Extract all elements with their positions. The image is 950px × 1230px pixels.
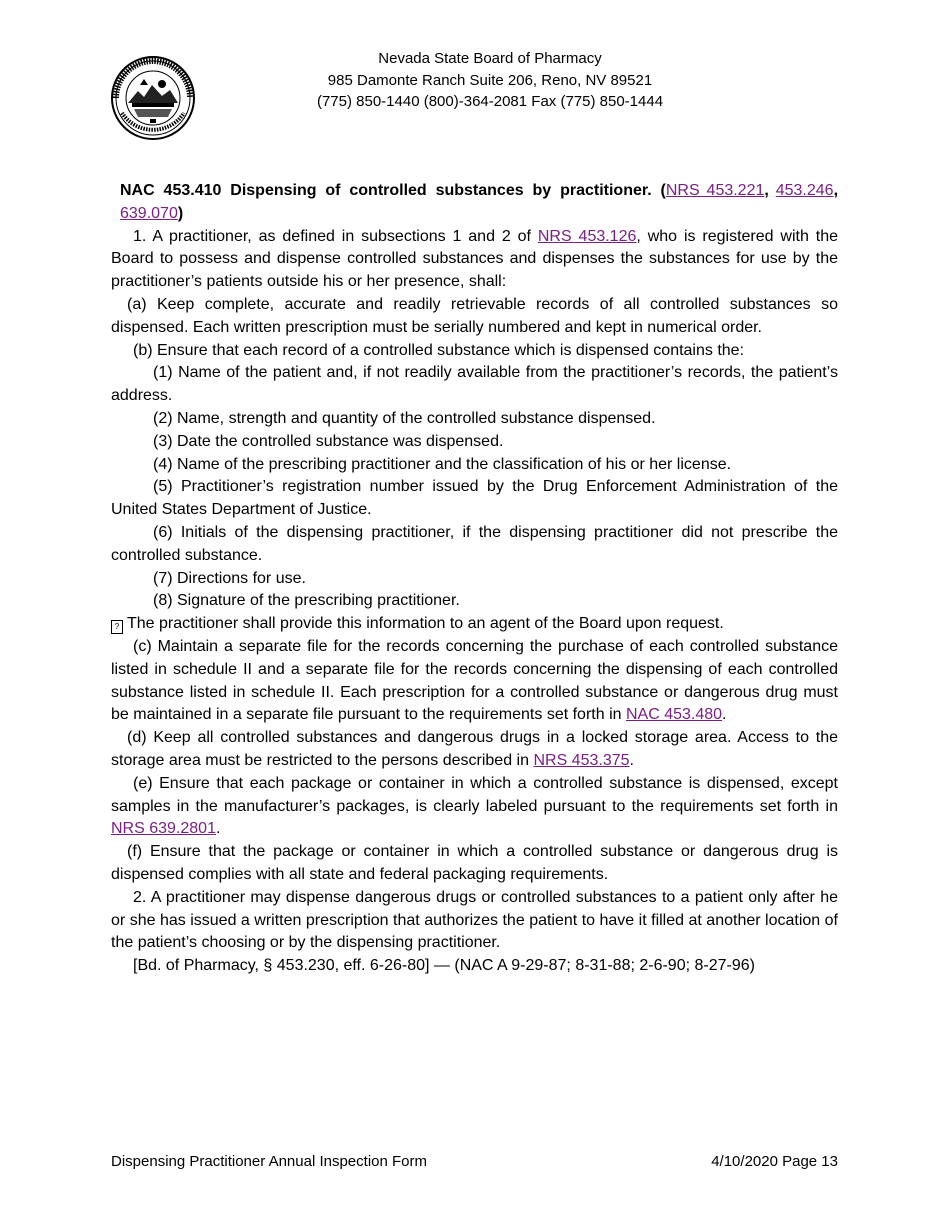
board-address: 985 Damonte Ranch Suite 206, Reno, NV 89521 [327, 71, 653, 89]
link-nrs-453-126[interactable]: NRS 453.126 [537, 227, 637, 245]
missing-glyph-icon: ? [111, 620, 123, 634]
board-phone: (775) 850-1440 (800)-364-2081 Fax (775) 850-1444 [316, 93, 664, 110]
paragraph-a: (a) Keep complete, accurate and readily retrievable records of all controlled substances so dispensed. Each written prescription must be serially numbered and kept in numerical order. [111, 295, 838, 336]
paragraph-c: (c) Maintain a separate file for the records concerning the purchase of each controlled substance listed in schedule II and a separate file for the records concerning the dispensing of each controlled substance listed in schedule II. Each prescription for a controlled substance or dangerous drug must be maintained in a separate file pursuant to the requirements set forth in NAC 453.480. [111, 637, 838, 724]
nevada-state-seal [110, 55, 196, 141]
subsection-1: 1. A practitioner, as defined in subsections 1 and 2 of NRS 453.126, who is registered with the Board to possess and dispense controlled substances and dispenses the substances for use by the practitioner’s patients outside his or her presence, shall: [111, 227, 839, 291]
footer-form-name: Dispensing Practitioner Annual Inspection Form [111, 1153, 427, 1170]
record-item: (5) Practitioner’s registration number issued by the Drug Enforcement Administration of the United States Department of Justice. [111, 478, 838, 519]
letterhead [260, 48, 720, 113]
paragraph-e: (e) Ensure that each package or container in which a controlled substance is dispensed, except samples in the manufacturer’s packages, is clearly labeled pursuant to the requirements set forth in NRS 639.2801. [111, 774, 838, 838]
regulation-text [111, 180, 838, 978]
history-note: [Bd. of Pharmacy, § 453.230, eff. 6-26-80] — (NAC A 9-29-87; 8-31-88; 2-6-90; 8-27-96) [133, 957, 755, 975]
board-name: Nevada State Board of Pharmacy [378, 50, 602, 67]
record-item: (8) Signature of the prescribing practitioner. [153, 592, 460, 610]
footer-date-page: 4/10/2020 Page 13 [711, 1153, 838, 1170]
page-footer [111, 1153, 838, 1170]
link-nrs-453-221[interactable]: NRS 453.221 [665, 182, 765, 199]
subsection-2: 2. A practitioner may dispense dangerous drugs or controlled substances to a patient only after he or she has issued a written prescription that authorizes the patient to have it filled at another location of the patient’s choosing or by the dispensing practitioner. [111, 888, 838, 952]
record-item: (3) Date the controlled substance was dispensed. [153, 432, 504, 450]
record-item: (1) Name of the patient and, if not readily available from the practitioner’s records, the patient’s address. [111, 364, 838, 405]
link-639-070[interactable]: 639.070 [120, 204, 178, 222]
link-nac-453-480[interactable]: NAC 453.480 [625, 706, 723, 724]
link-nrs-639-2801[interactable]: NRS 639.2801 [111, 820, 216, 838]
paragraph-d: (d) Keep all controlled substances and dangerous drugs in a locked storage area. Access to the storage area must be restricted to the persons described in NRS 453.375. [111, 729, 838, 769]
paragraph-f: (f) Ensure that the package or container in which a controlled substance or dangerous drug is dispensed complies with all state and federal packaging requirements. [111, 843, 838, 883]
record-item: (6) Initials of the dispensing practitioner, if the dispensing practitioner did not prescribe the controlled substance. [111, 523, 838, 564]
link-453-246[interactable]: 453.246 [775, 182, 834, 199]
link-nrs-453-375[interactable]: NRS 453.375 [533, 751, 630, 769]
record-item: (4) Name of the prescribing practitioner and the classification of his or her license. [153, 455, 732, 473]
record-item: (7) Directions for use. [153, 569, 306, 587]
board-request-note: ? The practitioner shall provide this information to an agent of the Board upon request. [111, 613, 838, 636]
paragraph-b: (b) Ensure that each record of a controlled substance which is dispensed contains the: [133, 341, 745, 359]
record-item: (2) Name, strength and quantity of the controlled substance dispensed. [153, 409, 656, 427]
section-title: NAC 453.410 Dispensing of controlled substances by practitioner. (NRS 453.221, 453.246, 639.070) [120, 182, 839, 222]
